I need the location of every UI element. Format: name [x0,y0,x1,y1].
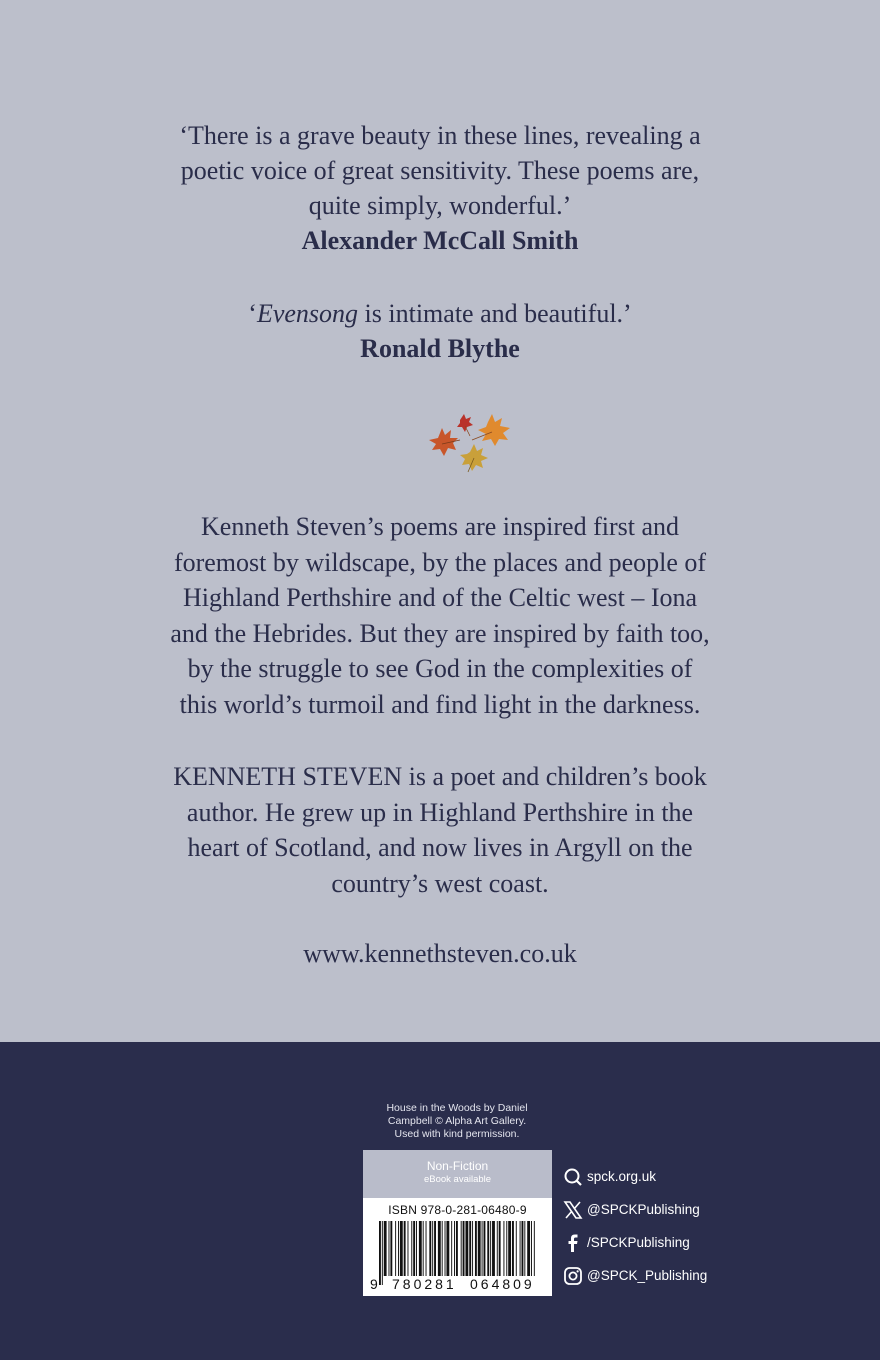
barcode-bar [416,1221,417,1276]
barcode-bar [490,1221,491,1276]
description-line: by the struggle to see God in the complexities of [187,654,693,683]
facebook-icon [563,1233,583,1253]
barcode-bar [472,1221,473,1276]
barcode-bar [411,1221,412,1276]
barcode-bar [389,1221,390,1276]
barcode-bar [499,1221,501,1276]
barcode-bar [492,1221,495,1276]
quote-line [120,296,760,331]
isbn-text: ISBN 978-0-281-06480-9 [388,1203,527,1217]
search-icon [563,1167,583,1187]
quote-line: ‘There is a grave beauty in these lines, revealing a [179,121,701,150]
barcode-bar [454,1221,455,1276]
barcode-digits-right: 064809 [470,1276,535,1292]
social-facebook[interactable] [563,1226,763,1259]
credit-line: House in the Woods by Daniel [386,1102,528,1114]
barcode-bar [531,1221,532,1276]
quote-open-mark: ‘ [248,299,257,328]
barcode-bar [442,1221,443,1276]
barcode-bar [384,1221,387,1276]
bio-line: author. He grew up in Highland Perthshire in the [186,797,694,827]
barcode-bar [429,1221,431,1276]
barcode-bar [413,1221,415,1276]
quote-text: is intimate and beautiful.’ [358,299,632,328]
barcode-bar [390,1221,392,1276]
description-line: Highland Perthshire and of the Celtic west – Iona [182,583,698,612]
barcode-bar [404,1221,406,1276]
barcode-bar [482,1221,483,1276]
barcode-bar [478,1221,481,1276]
barcode-bar [438,1221,441,1276]
instagram-icon [563,1266,583,1286]
social-label: /SPCKPublishing [587,1235,690,1250]
social-instagram[interactable] [563,1259,763,1292]
barcode-bar [512,1221,514,1276]
social-label: @SPCK_Publishing [587,1268,708,1283]
x-logo-icon [563,1200,583,1220]
quote-line: quite simply, wonderful.’ [308,191,572,220]
barcode-bar [408,1221,409,1276]
barcode-digits [369,1276,547,1294]
social-label: spck.org.uk [587,1169,657,1184]
barcode-bar [398,1221,399,1276]
barcode-bar [475,1221,477,1276]
barcode-bar [487,1221,489,1276]
barcode-bar [503,1221,504,1276]
barcode-bar [419,1221,422,1276]
category-header [363,1150,552,1198]
bio-line: heart of Scotland, and now lives in Argyll on the [187,833,693,862]
autumn-leaves-icon [420,408,516,476]
barcode-bar [434,1221,436,1276]
barcode-panel [363,1150,552,1296]
barcode-bar [520,1221,521,1276]
description-line: foremost by wildscape, by the places and people of [173,547,707,577]
social-links [563,1160,763,1292]
bio-line: country’s west coast. [331,868,549,898]
barcode-bar [524,1221,525,1276]
quote-author: Alexander McCall Smith [301,226,579,255]
barcode-bar [432,1221,433,1276]
barcode-digits-left: 780281 [392,1276,457,1292]
credit-line: Campbell © Alpha Art Gallery. [387,1115,527,1127]
barcode-bar [469,1221,471,1276]
barcode-bar [463,1221,465,1276]
social-website[interactable] [563,1160,763,1193]
cover-credit [362,1102,552,1141]
quote-mccall-smith [120,118,760,258]
credit-line: Used with kind permission. [394,1128,520,1140]
description-line: Kenneth Steven’s poems are inspired first and [201,512,679,541]
quote-blythe [120,296,760,366]
barcode-bar [506,1221,507,1276]
description-paragraph [110,509,770,722]
quote-line: poetic voice of great sensitivity. These poems are, [180,156,700,185]
barcode-bar [426,1221,427,1276]
barcode-bar [400,1221,403,1276]
barcode-bar [451,1221,452,1276]
barcode-bar [395,1221,396,1276]
barcode-bar [461,1221,462,1276]
barcode-bar [497,1221,498,1276]
barcode-bar [516,1221,517,1276]
barcode-bar [423,1221,424,1276]
author-website[interactable]: www.kennethsteven.co.uk [303,939,577,968]
description-line: this world’s turmoil and find light in the darkness. [179,689,701,719]
barcode-digit-first: 9 [370,1276,378,1292]
barcode-bar [465,1221,468,1276]
barcode-bar [446,1221,449,1276]
social-x[interactable] [563,1193,763,1226]
book-title: Evensong [256,299,359,328]
bio-line: KENNETH STEVEN is a poet and children’s book [173,762,707,791]
barcode-bar [508,1221,511,1276]
social-label: @SPCKPublishing [587,1202,700,1217]
category-label: Non-Fiction [426,1159,489,1173]
ebook-note: eBook available [423,1174,492,1185]
barcode-bar [522,1221,524,1276]
description-line: and the Hebrides. But they are inspired by faith too, [170,618,710,648]
barcode-bar [484,1221,486,1276]
barcode-bar [527,1221,530,1276]
barcode-bar [445,1221,446,1276]
author-bio [110,759,770,901]
quote-author: Ronald Blythe [360,334,520,363]
